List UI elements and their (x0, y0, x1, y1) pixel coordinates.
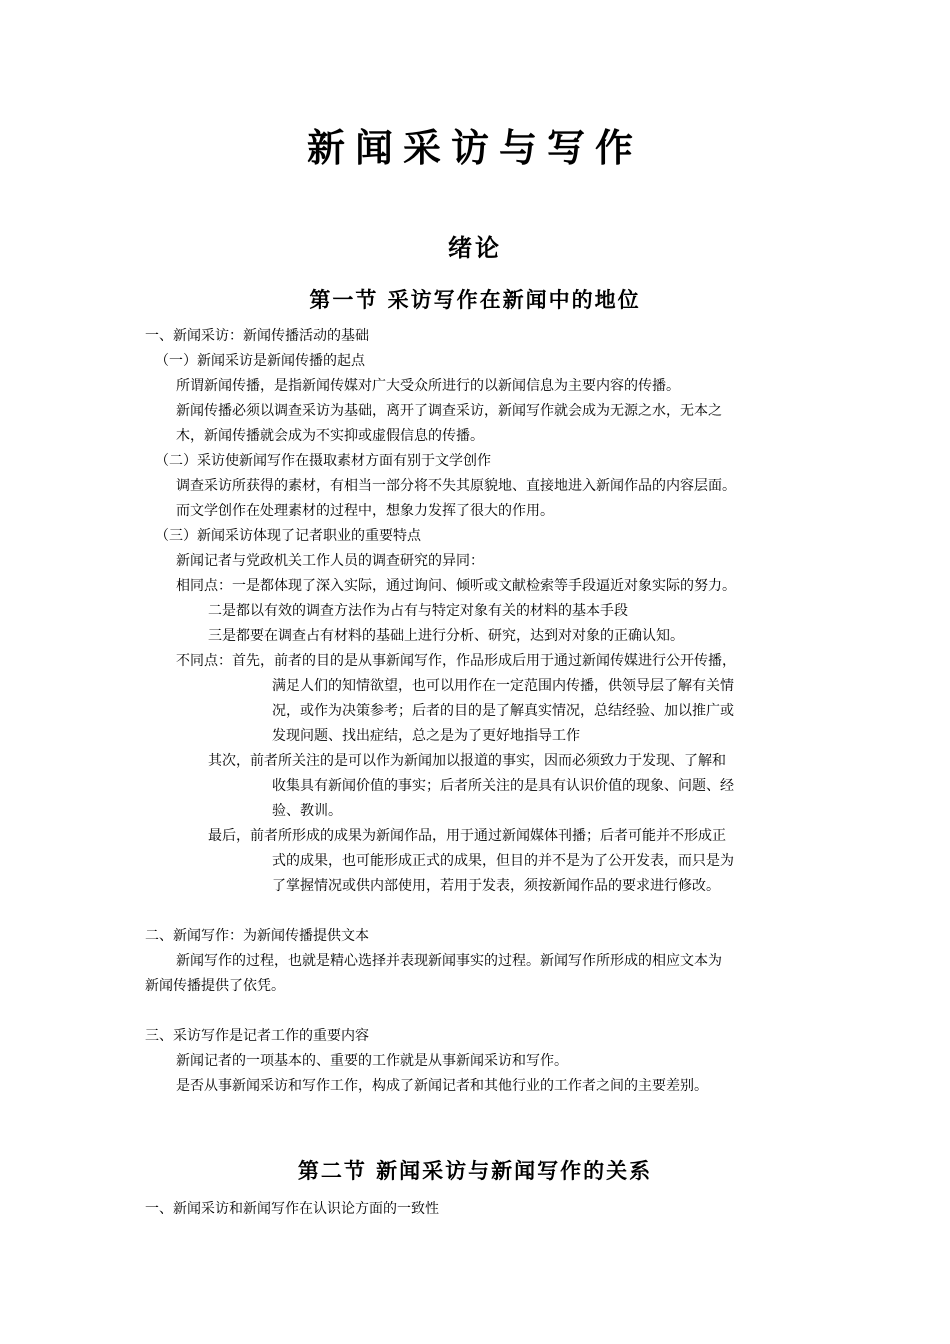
difference-line: 不同点：首先，前者的目的是从事新闻写作，作品形成后用于通过新闻传媒进行公开传播， (176, 653, 736, 669)
subheading-1-1: （一）新闻采访是新闻传播的起点 (155, 353, 365, 369)
difference-line: 验、教训。 (272, 803, 342, 819)
paragraph-line: 新闻传播提供了依凭。 (145, 978, 285, 994)
similarity-line: 二是都以有效的调查方法作为占有与特定对象有关的材料的基本手段 (208, 603, 628, 619)
heading-1: 一、新闻采访：新闻传播活动的基础 (145, 328, 369, 344)
section-2-title: 第二节 新闻采访与新闻写作的关系 (297, 1158, 653, 1183)
heading-2: 二、新闻写作：为新闻传播提供文本 (145, 928, 369, 944)
heading-1: 一、新闻采访和新闻写作在认识论方面的一致性 (145, 1201, 439, 1217)
paragraph-line: 新闻写作的过程，也就是精心选择并表现新闻事实的过程。新闻写作所形成的相应文本为 (176, 953, 722, 969)
paragraph-line: 调查采访所获得的素材，有相当一部分将不失其原貌地、直接地进入新闻作品的内容层面。 (176, 478, 736, 494)
paragraph-line: 新闻记者的一项基本的、重要的工作就是从事新闻采访和写作。 (176, 1053, 568, 1069)
similarity-line: 相同点：一是都体现了深入实际，通过询问、倾听或文献检索等手段逼近对象实际的努力。 (176, 578, 736, 594)
chapter-title: 绪论 (448, 233, 502, 262)
difference-line: 发现问题、找出症结，总之是为了更好地指导工作 (272, 728, 580, 744)
difference-line: 其次，前者所关注的是可以作为新闻加以报道的事实，因而必须致力于发现、了解和 (208, 753, 726, 769)
paragraph-line: 木，新闻传播就会成为不实抑或虚假信息的传播。 (176, 428, 484, 444)
subheading-1-3: （三）新闻采访体现了记者职业的重要特点 (155, 528, 421, 544)
difference-line: 满足人们的知情欲望，也可以用作在一定范围内传播，供领导层了解有关情 (272, 678, 734, 694)
difference-line: 收集具有新闻价值的事实；后者所关注的是具有认识价值的现象、问题、经 (272, 778, 734, 794)
difference-line: 况，或作为决策参考；后者的目的是了解真实情况，总结经验、加以推广或 (272, 703, 734, 719)
paragraph-line: 而文学创作在处理素材的过程中，想象力发挥了很大的作用。 (176, 503, 554, 519)
paragraph-line: 新闻传播必须以调查采访为基础，离开了调查采访，新闻写作就会成为无源之水，无本之 (176, 403, 722, 419)
difference-line: 最后，前者所形成的成果为新闻作品，用于通过新闻媒体刊播；后者可能并不形成正 (208, 828, 726, 844)
paragraph-line: 所谓新闻传播，是指新闻传媒对广大受众所进行的以新闻信息为主要内容的传播。 (176, 378, 680, 394)
document-title: 新闻采访与写作 (306, 125, 643, 170)
difference-line: 了掌握情况或供内部使用，若用于发表，须按新闻作品的要求进行修改。 (272, 878, 720, 894)
paragraph-line: 是否从事新闻采访和写作工作，构成了新闻记者和其他行业的工作者之间的主要差别。 (176, 1078, 708, 1094)
difference-line: 式的成果，也可能形成正式的成果，但目的并不是为了公开发表，而只是为 (272, 853, 734, 869)
paragraph-line: 新闻记者与党政机关工作人员的调查研究的异同： (176, 553, 484, 569)
similarity-line: 三是都要在调查占有材料的基础上进行分析、研究，达到对对象的正确认知。 (208, 628, 684, 644)
section-1-title: 第一节 采访写作在新闻中的地位 (309, 287, 641, 312)
heading-3: 三、采访写作是记者工作的重要内容 (145, 1028, 369, 1044)
subheading-1-2: （二）采访使新闻写作在摄取素材方面有别于文学创作 (155, 453, 491, 469)
